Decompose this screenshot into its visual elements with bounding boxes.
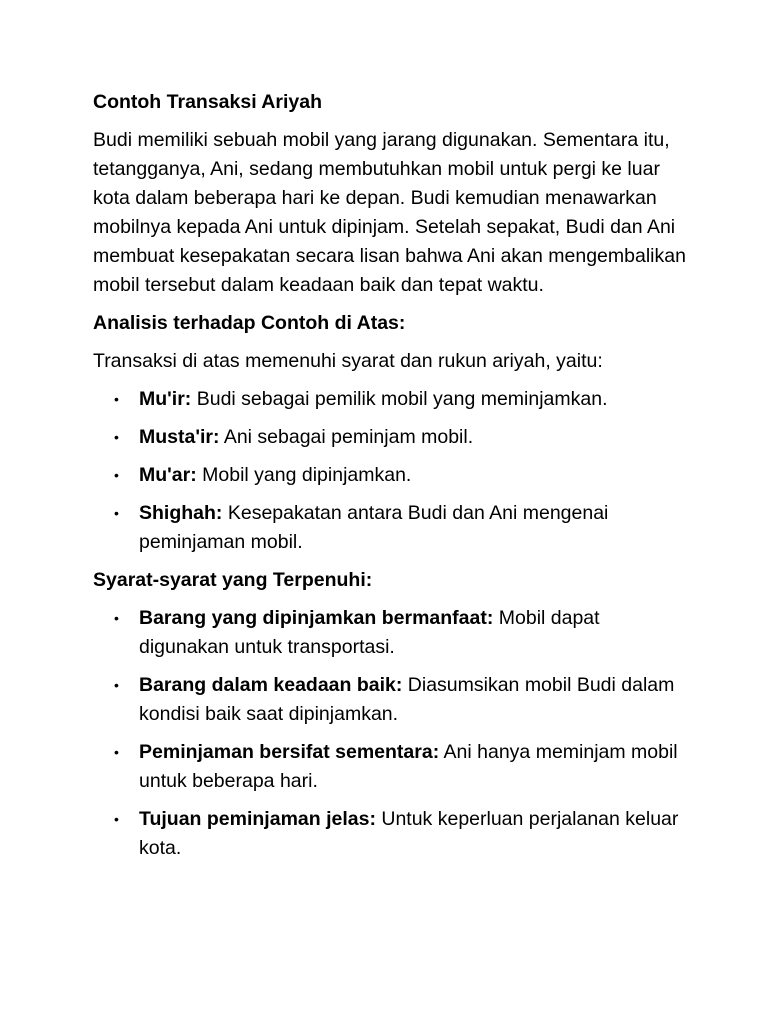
intro-paragraph: Budi memiliki sebuah mobil yang jarang digunakan. Sementara itu, tetangganya, Ani, sedang membutuhkan mobil untuk pergi ke luar kota dalam beberapa hari ke depan. Budi kemudian menawarkan mobilnya kepada Ani untuk dipinjam. Setelah sepakat, Budi dan Ani membuat kesepakatan secara lisan bahwa Ani akan mengembalikan mobil tersebut dalam keadaan baik dan tepat waktu. — [93, 129, 686, 296]
list-item-muar — [93, 461, 693, 490]
list-item-keadaan-baik — [93, 671, 693, 729]
list-item-term: Musta'ir: — [139, 426, 220, 448]
list-item-mustair — [93, 423, 693, 452]
bullet-icon: • — [114, 744, 119, 760]
analysis-intro: Transaksi di atas memenuhi syarat dan rukun ariyah, yaitu: — [93, 350, 603, 372]
bullet-icon: • — [114, 677, 119, 693]
bullet-icon: • — [114, 467, 119, 483]
list-item-shighah — [93, 499, 693, 557]
analysis-heading: Analisis terhadap Contoh di Atas: — [93, 312, 406, 334]
list-item-sementara — [93, 738, 693, 796]
list-item-text: Diasumsikan mobil Budi dalam kondisi baik saat dipinjamkan. — [139, 674, 675, 725]
list-item-muir — [93, 385, 693, 414]
list-item-text: Mobil yang dipinjamkan. — [196, 464, 412, 486]
list-item-term: Tujuan peminjaman jelas: — [139, 808, 376, 830]
list-item-term: Barang yang dipinjamkan bermanfaat: — [139, 607, 494, 629]
list-item-text: Kesepakatan antara Budi dan Ani mengenai peminjaman mobil. — [139, 502, 609, 553]
list-item-term: Barang dalam keadaan baik: — [139, 674, 403, 696]
list-item-text: Ani sebagai peminjam mobil. — [219, 426, 474, 448]
document-page — [93, 88, 693, 872]
syarat-list — [93, 604, 693, 863]
bullet-icon: • — [114, 391, 119, 407]
list-item-tujuan-jelas — [93, 805, 693, 863]
syarat-heading: Syarat-syarat yang Terpenuhi: — [93, 569, 373, 591]
bullet-icon: • — [114, 610, 119, 626]
list-item-text: Untuk keperluan perjalanan keluar kota. — [139, 808, 679, 859]
list-item-term: Peminjaman bersifat sementara: — [139, 741, 440, 763]
list-item-bermanfaat — [93, 604, 693, 662]
bullet-icon: • — [114, 429, 119, 445]
bullet-icon: • — [114, 811, 119, 827]
bullet-icon: • — [114, 505, 119, 521]
document-title: Contoh Transaksi Ariyah — [93, 91, 323, 113]
list-item-term: Mu'ir: — [139, 388, 192, 410]
list-item-term: Shighah: — [139, 502, 223, 524]
rukun-list — [93, 385, 693, 557]
list-item-term: Mu'ar: — [139, 464, 197, 486]
list-item-text: Mobil dapat digunakan untuk transportasi. — [139, 607, 600, 658]
list-item-text: Ani hanya meminjam mobil untuk beberapa hari. — [139, 741, 678, 792]
list-item-text: Budi sebagai pemilik mobil yang meminjamkan. — [191, 388, 608, 410]
